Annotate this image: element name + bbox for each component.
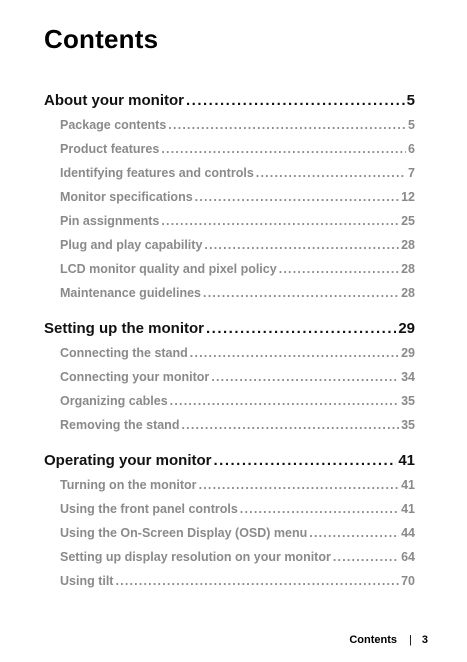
toc-item[interactable] bbox=[44, 118, 415, 142]
toc-item[interactable] bbox=[44, 346, 415, 370]
toc-item-page: 6 bbox=[408, 142, 415, 156]
footer-label: Contents bbox=[349, 634, 398, 646]
toc-item-page: 35 bbox=[401, 418, 415, 432]
toc-section-label: About your monitor bbox=[44, 92, 184, 109]
toc-section-heading[interactable] bbox=[44, 92, 415, 114]
toc-item-label: Monitor specifications bbox=[60, 190, 193, 204]
leader-dots bbox=[256, 166, 406, 180]
toc-item-label: Identifying features and controls bbox=[60, 166, 254, 180]
footer-separator: | bbox=[409, 634, 412, 646]
toc-item[interactable] bbox=[44, 142, 415, 166]
page-number: 3 bbox=[421, 634, 428, 646]
page-footer bbox=[349, 634, 428, 646]
leader-dots bbox=[190, 346, 399, 360]
toc-item[interactable] bbox=[44, 526, 415, 550]
toc-item[interactable] bbox=[44, 394, 415, 418]
toc-item-page: 25 bbox=[401, 214, 415, 228]
page-title: Contents bbox=[44, 24, 159, 54]
toc-item-label: Organizing cables bbox=[60, 394, 168, 408]
toc-section-page: 29 bbox=[398, 320, 415, 337]
toc-item-page: 29 bbox=[401, 346, 415, 360]
toc-item-page: 41 bbox=[401, 478, 415, 492]
toc-section-page: 5 bbox=[406, 92, 415, 109]
toc-item-page: 34 bbox=[401, 370, 415, 384]
leader-dots bbox=[204, 238, 399, 252]
toc-item[interactable] bbox=[44, 214, 415, 238]
leader-dots bbox=[333, 550, 399, 564]
leader-dots bbox=[309, 526, 399, 540]
toc-item[interactable] bbox=[44, 574, 415, 598]
toc-section-heading[interactable] bbox=[44, 320, 415, 342]
toc-item-page: 28 bbox=[401, 238, 415, 252]
toc-item-label: Setting up display resolution on your monitor bbox=[60, 550, 331, 564]
toc-item-label: Using the On-Screen Display (OSD) menu bbox=[60, 526, 308, 540]
toc-item-label: Removing the stand bbox=[60, 418, 180, 432]
toc-item-page: 12 bbox=[401, 190, 415, 204]
leader-dots bbox=[211, 370, 399, 384]
toc-item[interactable] bbox=[44, 238, 415, 262]
toc-item[interactable] bbox=[44, 502, 415, 526]
toc-item[interactable] bbox=[44, 478, 415, 502]
leader-dots bbox=[161, 214, 399, 228]
leader-dots bbox=[170, 394, 399, 408]
leader-dots bbox=[161, 142, 406, 156]
toc-item-label: Plug and play capability bbox=[60, 238, 203, 252]
toc-item-page: 41 bbox=[401, 502, 415, 516]
toc-item-label: Product features bbox=[60, 142, 160, 156]
table-of-contents bbox=[44, 90, 415, 608]
toc-item-label: Maintenance guidelines bbox=[60, 286, 202, 300]
toc-item-page: 28 bbox=[401, 286, 415, 300]
leader-dots bbox=[279, 262, 399, 276]
toc-section-label: Operating your monitor bbox=[44, 452, 212, 469]
toc-item-label: LCD monitor quality and pixel policy bbox=[60, 262, 277, 276]
toc-item-label: Using tilt bbox=[60, 574, 114, 588]
toc-item-label: Package contents bbox=[60, 118, 167, 132]
toc-item-page: 44 bbox=[401, 526, 415, 540]
toc-item-page: 5 bbox=[408, 118, 415, 132]
toc-item[interactable] bbox=[44, 286, 415, 310]
toc-item[interactable] bbox=[44, 262, 415, 286]
leader-dots bbox=[206, 320, 396, 337]
toc-item[interactable] bbox=[44, 418, 415, 442]
toc-section-heading[interactable] bbox=[44, 452, 415, 474]
toc-item[interactable] bbox=[44, 550, 415, 574]
leader-dots bbox=[240, 502, 399, 516]
toc-section-group bbox=[44, 452, 415, 598]
leader-dots bbox=[199, 478, 400, 492]
toc-item-page: 70 bbox=[401, 574, 415, 588]
leader-dots bbox=[181, 418, 399, 432]
leader-dots bbox=[203, 286, 399, 300]
toc-section-group bbox=[44, 92, 415, 310]
leader-dots bbox=[186, 92, 405, 109]
toc-item-page: 64 bbox=[401, 550, 415, 564]
toc-item[interactable] bbox=[44, 370, 415, 394]
toc-item-label: Turning on the monitor bbox=[60, 478, 197, 492]
toc-item-label: Connecting your monitor bbox=[60, 370, 210, 384]
leader-dots bbox=[115, 574, 399, 588]
toc-item-page: 35 bbox=[401, 394, 415, 408]
leader-dots bbox=[214, 452, 397, 469]
toc-item-label: Pin assignments bbox=[60, 214, 160, 228]
toc-item[interactable] bbox=[44, 190, 415, 214]
leader-dots bbox=[168, 118, 406, 132]
toc-item-label: Connecting the stand bbox=[60, 346, 188, 360]
toc-section-label: Setting up the monitor bbox=[44, 320, 204, 337]
toc-item-page: 7 bbox=[408, 166, 415, 180]
toc-item[interactable] bbox=[44, 166, 415, 190]
toc-item-page: 28 bbox=[401, 262, 415, 276]
leader-dots bbox=[195, 190, 399, 204]
toc-item-label: Using the front panel controls bbox=[60, 502, 238, 516]
toc-section-group bbox=[44, 320, 415, 442]
toc-section-page: 41 bbox=[398, 452, 415, 469]
